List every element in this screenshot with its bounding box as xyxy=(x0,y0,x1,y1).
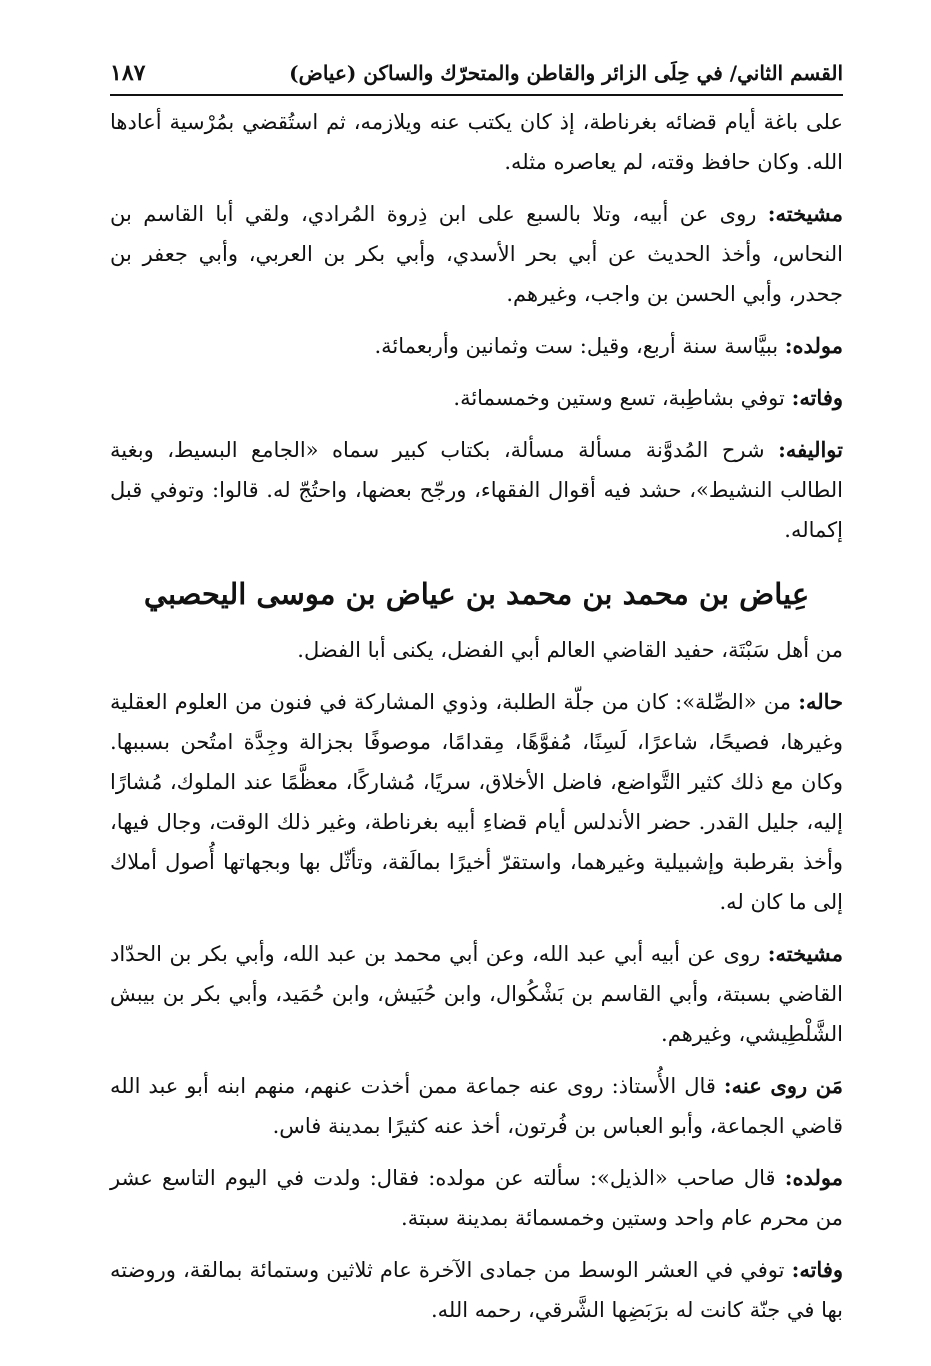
label-mawlid: مولده: xyxy=(784,333,843,358)
running-title: القسم الثاني/ في حِلَى الزائر والقاطن والمتحرّك والساكن (عياض) xyxy=(289,61,843,85)
paragraph-rawa: مَن روى عنه: قال الأُستاذ: روى عنه جماعة ممن أخذت عنهم، منهم ابنه أبو عبد الله قاضي الجماعة، وأبو العباس بن فُرتون، أخذ عنه كثيرًا بمدينة فاس. xyxy=(110,1073,843,1138)
paragraph-mawlid-2: مولده: قال صاحب «الذيل»: سألته عن مولده: فقال: ولدت في اليوم التاسع عشر من محرم عام واحد وستين وخمسمائة بمدينة سبتة. xyxy=(110,1165,843,1230)
label-rawa: مَن روى عنه: xyxy=(723,1073,843,1098)
paragraph-tawalif: تواليفه: شرح المُدوَّنة مسألة مسألة، بكتاب كبير سماه «الجامع البسيط، وبغية الطالب النشيط»، حشد فيه أقوال الفقهاء، ورجّح بعضها، واحتُجّ له. قالوا: وتوفي قبل إكماله. xyxy=(110,437,843,542)
page-number: ١٨٧ xyxy=(110,60,146,86)
paragraph-hal: حاله: من «الصِّلة»: كان من جلّة الطلبة، وذوي المشاركة في فنون من العلوم العقلية وغيرها، فصيحًا، شاعرًا، لَسِنًا، مُفوَّهًا، مِقدامًا، موصوفًا بجزالة وجِدَّة امتُحن بسببها. وكان مع ذلك كثير التَّواضع، فاضل الأخلاق، سريًا، مُشاركًا، معظَّمًا عند الملوك، مُشارًا إليه، جليل القدر. حضر الأندلس أيام قضاءِ أبيه بغرناطة، وغير ذلك الوقت، وجال فيها، وأخذ بقرطبة وإشبيلية وغيرهما، واستقرّ أخيرًا بمالَقة، وتأثّل بها وبجهاتها أُصول أملاك إلى ما كان له. xyxy=(110,689,843,914)
paragraph-wafat: وفاته: توفي بشاطِبة، تسع وستين وخمسمائة. xyxy=(453,385,843,410)
label-mawlid-2: مولده: xyxy=(784,1165,843,1190)
entry-heading: عِياض بن محمد بن محمد بن عياض بن موسى اليحصبي xyxy=(143,577,810,611)
paragraph-mashyakha-2: مشيخته: روى عن أبيه أبي عبد الله، وعن أبي محمد بن عبد الله، وأبي بكر بن الحدّاد القاضي بسبتة، وأبي القاسم بن بَشْكُوال، وابن حُبَيش، وابن حُمَيد، وأبي بكر بن بيبش الشَّلْطِيشي، وغيرهم. xyxy=(110,941,843,1046)
page-body xyxy=(110,102,843,1342)
paragraph-mashyakha: مشيخته: روى عن أبيه، وتلا بالسبع على ابن ذِروة المُرادي، ولقي أبا القاسم بن النحاس، وأخذ الحديث عن أبي بحر الأسدي، وأبي بكر بن العربي، وأبي جعفر بن جحدر، وأبي الحسن بن واجب، وغيرهم. xyxy=(110,201,843,306)
paragraph-intro-continued: على باغة أيام قضائه بغرناطة، إذ كان يكتب عنه ويلازمه، ثم استُقضي بمُرْسية أعادها الله. وكان حافظ وقته، لم يعاصره مثله. xyxy=(110,110,843,174)
label-hal: حاله: xyxy=(798,689,843,714)
label-mashyakha-2: مشيخته: xyxy=(767,941,843,966)
paragraph-mawlid: مولده: ببيَّاسة سنة أربع، وقيل: ست وثمانين وأربعمائة. xyxy=(374,333,843,358)
label-wafat: وفاته: xyxy=(791,385,843,410)
label-mashyakha: مشيخته: xyxy=(767,201,843,226)
header-divider xyxy=(110,94,843,96)
paragraph-wafat-2: وفاته: توفي في العشر الوسط من جمادى الآخرة عام ثلاثين وستمائة بمالقة، وروضته بها في جنّة كانت له برَبَضِها الشَّرقي، رحمه الله. xyxy=(110,1257,843,1322)
page-header xyxy=(110,56,843,90)
label-wafat-2: وفاته: xyxy=(791,1257,843,1282)
label-tawalif: تواليفه: xyxy=(778,437,843,462)
paragraph-entry-intro: من أهل سَبْتَة، حفيد القاضي العالم أبي الفضل، يكنى أبا الفضل. xyxy=(297,638,843,662)
